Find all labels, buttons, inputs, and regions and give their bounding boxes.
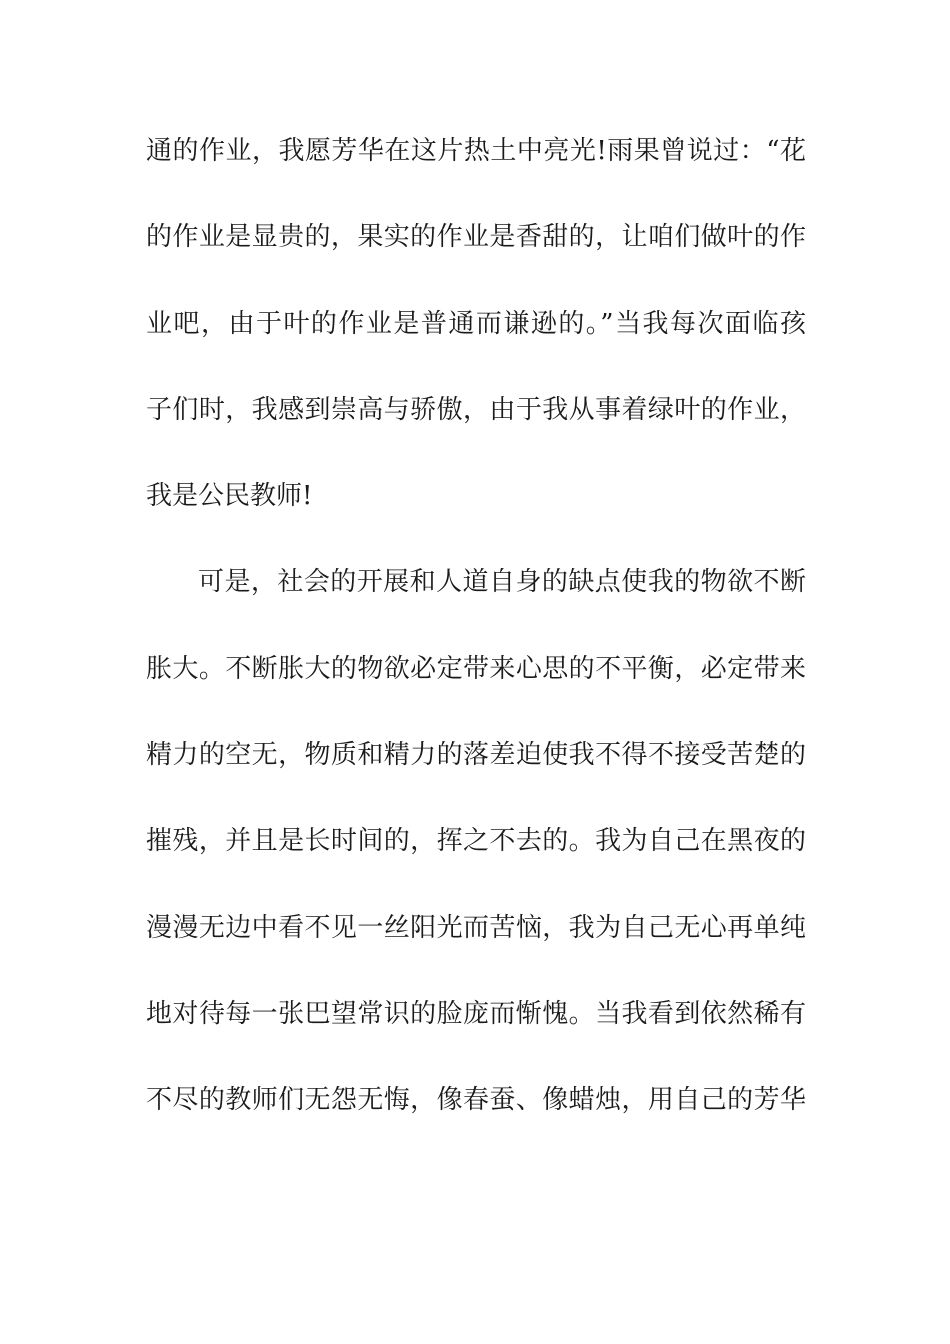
text-line: 通的作业，我愿芳华在这片热土中亮光!雨果曾说过：“花	[146, 136, 806, 166]
paragraph-first-line: 可是，社会的开展和人道自身的缺点使我的物欲不断	[198, 567, 806, 598]
paragraph-end-line: 我是公民教师!	[146, 481, 313, 512]
text-line: 不尽的教师们无怨无悔，像春蚕、像蜡烛，用自己的芳华	[146, 1085, 806, 1116]
body-text	[146, 132, 806, 1168]
text-line: 摧残，并且是长时间的，挥之不去的。我为自己在黑夜的	[146, 826, 806, 857]
text-line: 的作业是显贵的，果实的作业是香甜的，让咱们做叶的作	[146, 222, 806, 253]
text-line: 漫漫无边中看不见一丝阳光而苦恼，我为自己无心再单纯	[146, 912, 806, 943]
text-line: 精力的空无，物质和精力的落差迫使我不得不接受苦楚的	[146, 740, 806, 771]
text-line: 地对待每一张巴望常识的脸庞而惭愧。当我看到依然稀有	[146, 998, 806, 1029]
text-line: 胀大。不断胀大的物欲必定带来心思的不平衡，必定带来	[146, 653, 806, 684]
text-line: 业吧，由于叶的作业是普通而谦逊的。”当我每次面临孩	[146, 308, 806, 339]
text-line: 子们时，我感到崇高与骄傲，由于我从事着绿叶的作业，	[146, 394, 806, 425]
